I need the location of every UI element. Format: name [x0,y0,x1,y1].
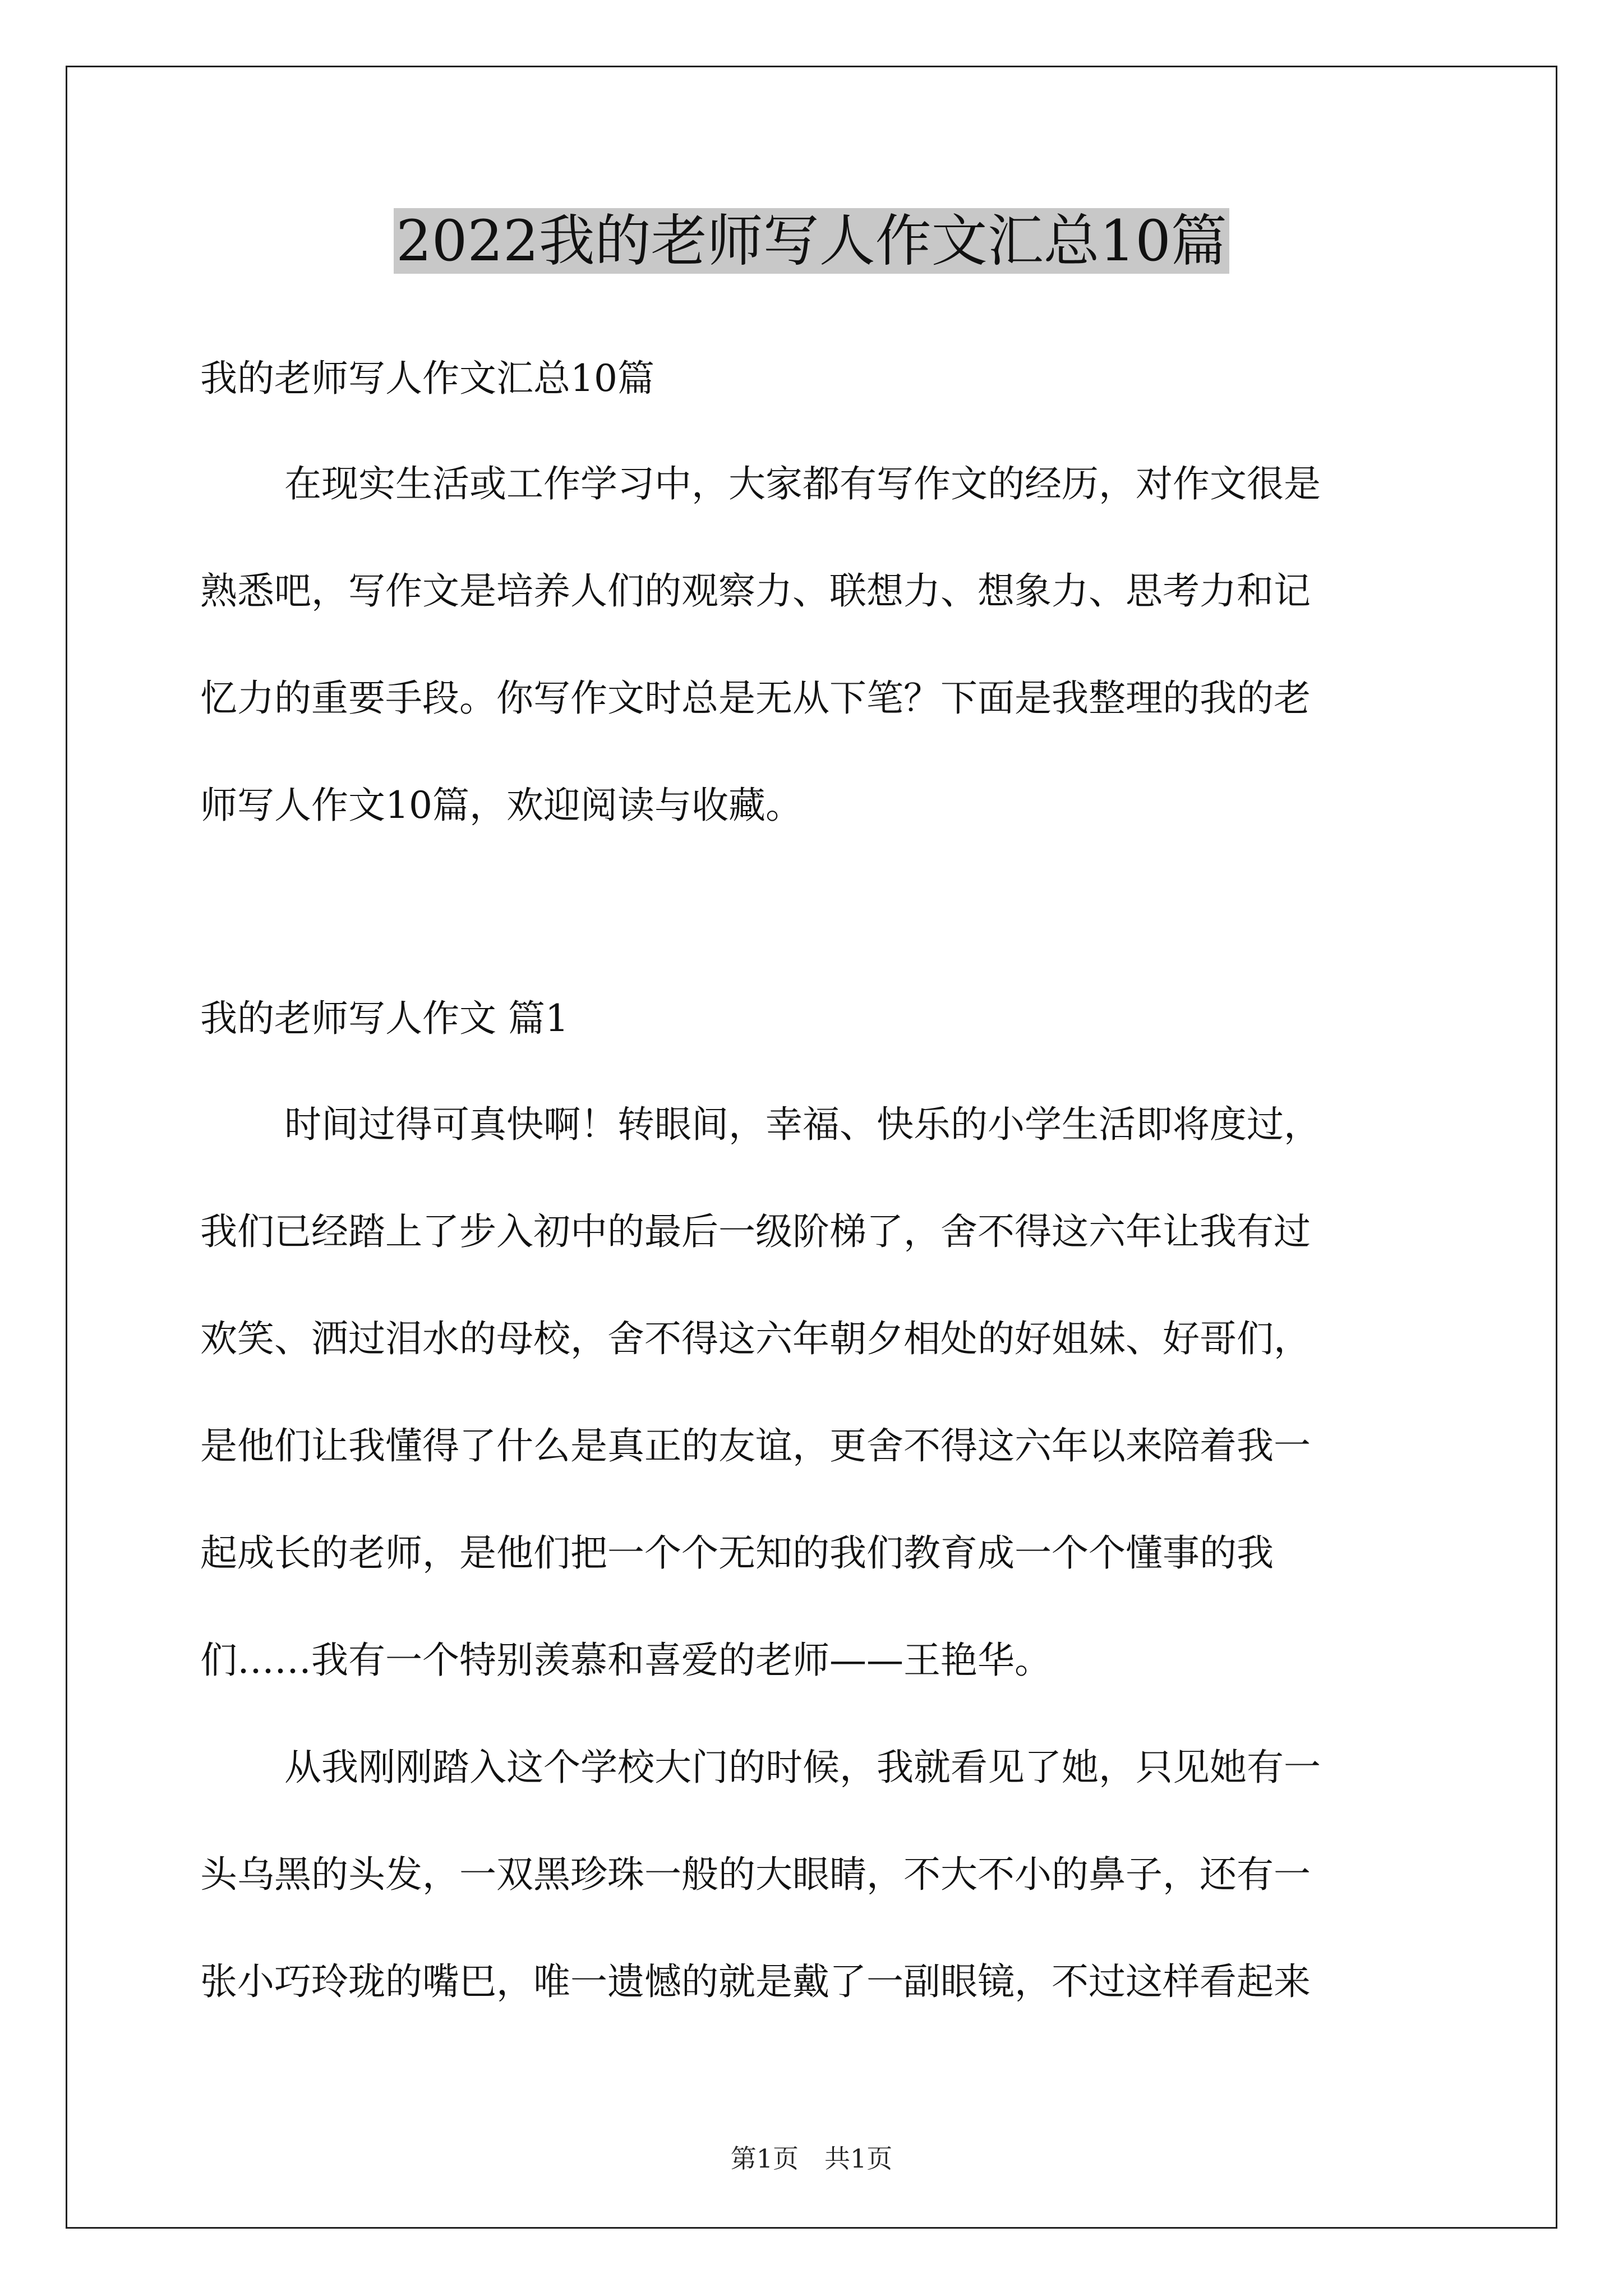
para1-line-1: 时间过得可真快啊！转眼间，幸福、快乐的小学生活即将度过， [284,1103,1321,1146]
intro-line-3: 忆力的重要手段。你写作文时总是无从下笔？下面是我整理的我的老 [200,677,1311,720]
para2-line-3: 张小巧玲珑的嘴巴，唯一遗憾的就是戴了一副眼镜，不过这样看起来 [200,1960,1311,2003]
document-title-text: 2022我的老师写人作文汇总10篇 [394,208,1229,274]
para1-line-5: 起成长的老师，是他们把一个个无知的我们教育成一个个懂事的我 [200,1531,1274,1575]
document-title [0,205,1623,278]
para1-line-3: 欢笑、洒过泪水的母校，舍不得这六年朝夕相处的好姐妹、好哥们， [200,1317,1311,1360]
para2-line-1: 从我刚刚踏入这个学校大门的时候，我就看见了她，只见她有一 [284,1746,1321,1789]
section-heading: 我的老师写人作文 篇1 [200,997,569,1040]
intro-line-1: 在现实生活或工作学习中，大家都有写作文的经历，对作文很是 [284,462,1321,505]
para1-line-6: 们……我有一个特别羡慕和喜爱的老师——王艳华。 [200,1639,1052,1682]
para2-line-2: 头乌黑的头发，一双黑珍珠一般的大眼睛，不大不小的鼻子，还有一 [200,1853,1311,1896]
intro-line-2: 熟悉吧，写作文是培养人们的观察力、联想力、想象力、思考力和记 [200,569,1311,613]
para1-line-4: 是他们让我懂得了什么是真正的友谊，更舍不得这六年以来陪着我一 [200,1424,1311,1467]
intro-line-4: 师写人作文10篇，欢迎阅读与收藏。 [200,784,803,827]
subtitle: 我的老师写人作文汇总10篇 [200,357,654,400]
para1-line-2: 我们已经踏上了步入初中的最后一级阶梯了，舍不得这六年让我有过 [200,1210,1311,1253]
page-footer: 第1页 共1页 [730,2143,893,2174]
